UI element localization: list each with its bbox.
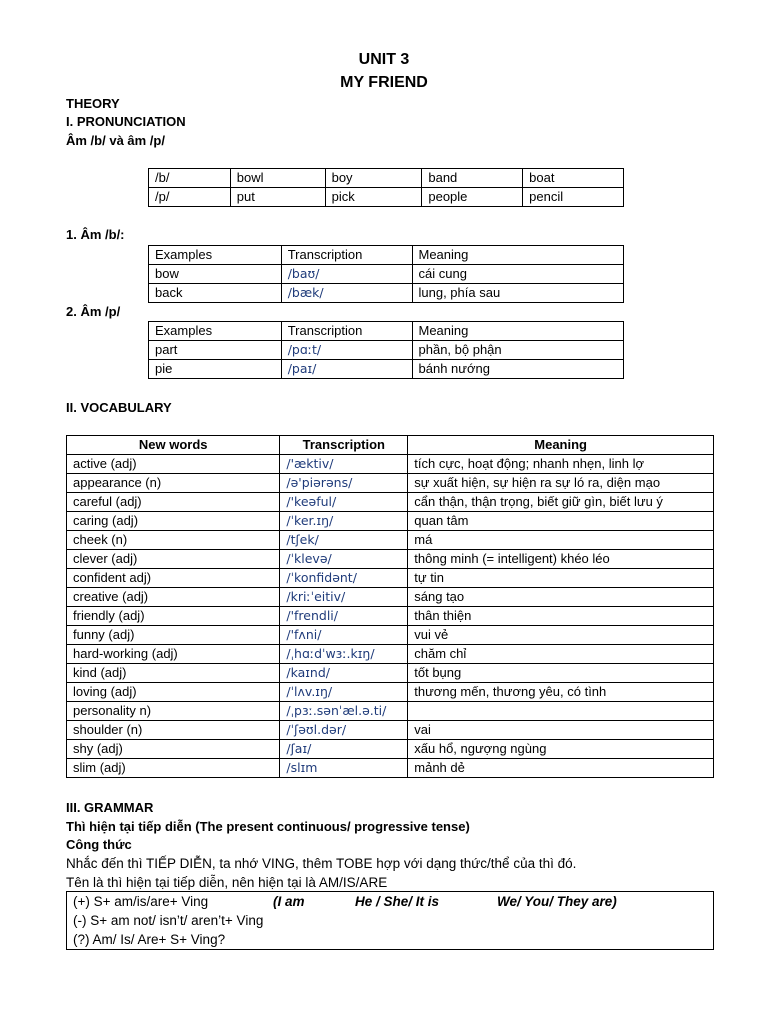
transcription-cell: /slɪm	[280, 759, 408, 778]
table-cell: /paɪ/	[281, 360, 412, 379]
transcription-cell: /kaɪnd/	[280, 664, 408, 683]
grammar-heading: III. GRAMMAR	[66, 800, 154, 815]
meaning-cell: sự xuất hiện, sự hiện ra sự ló ra, diện mạo	[408, 474, 714, 493]
word-cell: friendly (adj)	[67, 607, 280, 626]
column-header: Meaning	[408, 436, 714, 455]
theory-heading: THEORY	[66, 96, 120, 111]
table-row	[67, 569, 714, 588]
word-cell: appearance (n)	[67, 474, 280, 493]
p-examples-table	[148, 321, 624, 379]
transcription-cell: /'æktiv/	[280, 455, 408, 474]
meaning-cell: vui vẻ	[408, 626, 714, 645]
meaning-cell: tốt bụng	[408, 664, 714, 683]
table-row	[149, 265, 624, 284]
vocabulary-heading: II. VOCABULARY	[66, 400, 172, 415]
sound-table	[148, 168, 624, 207]
table-row	[149, 322, 624, 341]
transcription-cell: /tʃek/	[280, 531, 408, 550]
table-cell: bánh nướng	[412, 360, 624, 379]
subject-he: He / She/ It is	[355, 894, 440, 909]
table-cell: people	[422, 188, 523, 207]
table-row	[67, 721, 714, 740]
word-cell: shoulder (n)	[67, 721, 280, 740]
word-cell: kind (adj)	[67, 664, 280, 683]
column-header: Transcription	[281, 322, 412, 341]
question-formula: (?) Am/ Is/ Are+ S+ Ving?	[73, 932, 226, 947]
table-row	[149, 188, 624, 207]
table-row	[67, 702, 714, 721]
table-row	[67, 607, 714, 626]
sound-heading: Âm /b/ và âm /p/	[66, 133, 165, 148]
table-row	[67, 645, 714, 664]
word-cell: creative (adj)	[67, 588, 280, 607]
p-section-heading: 2. Âm /p/	[66, 304, 121, 319]
meaning-cell: thông minh (= intelligent) khéo léo	[408, 550, 714, 569]
table-row	[67, 531, 714, 550]
meaning-cell: sáng tạo	[408, 588, 714, 607]
table-cell: /b/	[149, 169, 231, 188]
pronunciation-heading: I. PRONUNCIATION	[66, 114, 186, 129]
word-cell: personality n)	[67, 702, 280, 721]
formula-box	[66, 891, 714, 950]
table-cell: pick	[325, 188, 422, 207]
table-row	[67, 683, 714, 702]
column-header: Examples	[149, 246, 282, 265]
positive-text: (+) S+ am/is/are+ Ving	[73, 894, 209, 909]
table-cell: bow	[149, 265, 282, 284]
table-row	[149, 284, 624, 303]
table-cell: boy	[325, 169, 422, 188]
grammar-line-2: Tên là thì hiện tại tiếp diễn, nên hiện tại là AM/IS/ARE	[66, 875, 388, 890]
grammar-line-1: Nhắc đến thì TIẾP DIỄN, ta nhớ VING, thêm TOBE hợp với dạng thức/thể của thì đó.	[66, 856, 577, 871]
column-header: Transcription	[280, 436, 408, 455]
transcription-cell: /ˌpɜː.sənˈæl.ə.ti/	[280, 702, 408, 721]
word-cell: confident adj)	[67, 569, 280, 588]
word-cell: shy (adj)	[67, 740, 280, 759]
transcription-cell: /ˈklevə/	[280, 550, 408, 569]
table-row	[67, 474, 714, 493]
transcription-cell: /ˈlʌv.ɪŋ/	[280, 683, 408, 702]
table-cell: part	[149, 341, 282, 360]
meaning-cell: vai	[408, 721, 714, 740]
word-cell: cheek (n)	[67, 531, 280, 550]
word-cell: active (adj)	[67, 455, 280, 474]
grammar-subheading: Thì hiện tại tiếp diễn (The present continuous/ progressive tense)	[66, 819, 470, 834]
word-cell: slim (adj)	[67, 759, 280, 778]
column-header: New words	[67, 436, 280, 455]
meaning-cell: quan tâm	[408, 512, 714, 531]
word-cell: hard-working (adj)	[67, 645, 280, 664]
table-row	[67, 550, 714, 569]
word-cell: clever (adj)	[67, 550, 280, 569]
transcription-cell: /ˈker.ɪŋ/	[280, 512, 408, 531]
table-row	[149, 341, 624, 360]
table-row	[67, 740, 714, 759]
transcription-cell: /ˈkonfidənt/	[280, 569, 408, 588]
transcription-cell: /ə'piərəns/	[280, 474, 408, 493]
meaning-cell: cẩn thận, thận trọng, biết giữ gìn, biết lưu ý	[408, 493, 714, 512]
table-row	[67, 493, 714, 512]
meaning-cell: chăm chỉ	[408, 645, 714, 664]
table-cell: pencil	[523, 188, 624, 207]
table-cell: cái cung	[412, 265, 624, 284]
word-cell: careful (adj)	[67, 493, 280, 512]
column-header: Meaning	[412, 246, 624, 265]
unit-subtitle: MY FRIEND	[340, 74, 428, 91]
table-row	[67, 626, 714, 645]
table-cell: lung, phía sau	[412, 284, 624, 303]
column-header: Transcription	[281, 246, 412, 265]
subject-we: We/ You/ They are)	[497, 894, 617, 909]
positive-formula	[67, 892, 713, 911]
meaning-cell: thân thiện	[408, 607, 714, 626]
transcription-cell: /kriːˈeitiv/	[280, 588, 408, 607]
meaning-cell: tự tin	[408, 569, 714, 588]
table-cell: pie	[149, 360, 282, 379]
table-cell: bowl	[230, 169, 325, 188]
word-cell: caring (adj)	[67, 512, 280, 531]
table-row	[67, 664, 714, 683]
transcription-cell: /ʃaɪ/	[280, 740, 408, 759]
negative-formula: (-) S+ am not/ isn’t/ aren’t+ Ving	[73, 913, 264, 928]
column-header: Meaning	[412, 322, 624, 341]
b-examples-table	[148, 245, 624, 303]
subject-i: (I am	[273, 894, 305, 909]
b-section-heading: 1. Âm /b/:	[66, 227, 125, 242]
meaning-cell: xấu hổ, ngượng ngùng	[408, 740, 714, 759]
word-cell: loving (adj)	[67, 683, 280, 702]
table-row	[67, 759, 714, 778]
table-header-row	[67, 436, 714, 455]
meaning-cell: thương mến, thương yêu, có tình	[408, 683, 714, 702]
table-cell: put	[230, 188, 325, 207]
transcription-cell: /ˈʃəʊl.dər/	[280, 721, 408, 740]
word-cell: funny (adj)	[67, 626, 280, 645]
column-header: Examples	[149, 322, 282, 341]
table-cell: /baʊ/	[281, 265, 412, 284]
table-row	[67, 588, 714, 607]
table-cell: band	[422, 169, 523, 188]
table-cell: /p/	[149, 188, 231, 207]
table-cell: back	[149, 284, 282, 303]
transcription-cell: /'fʌni/	[280, 626, 408, 645]
table-row	[149, 360, 624, 379]
vocabulary-table	[66, 435, 714, 778]
table-row	[149, 246, 624, 265]
table-cell: /pɑːt/	[281, 341, 412, 360]
transcription-cell: /ˌhɑːdˈwɜː.kɪŋ/	[280, 645, 408, 664]
table-cell: phần, bộ phận	[412, 341, 624, 360]
meaning-cell: má	[408, 531, 714, 550]
transcription-cell: /'keəful/	[280, 493, 408, 512]
table-cell: /bæk/	[281, 284, 412, 303]
table-row	[67, 512, 714, 531]
unit-title: UNIT 3	[358, 51, 410, 68]
table-row	[149, 169, 624, 188]
transcription-cell: /'frendli/	[280, 607, 408, 626]
table-cell: boat	[523, 169, 624, 188]
formula-heading: Công thức	[66, 837, 132, 852]
table-row	[67, 455, 714, 474]
meaning-cell: tích cực, hoạt động; nhanh nhẹn, linh lợ	[408, 455, 714, 474]
meaning-cell: mảnh dẻ	[408, 759, 714, 778]
meaning-cell	[408, 702, 714, 721]
